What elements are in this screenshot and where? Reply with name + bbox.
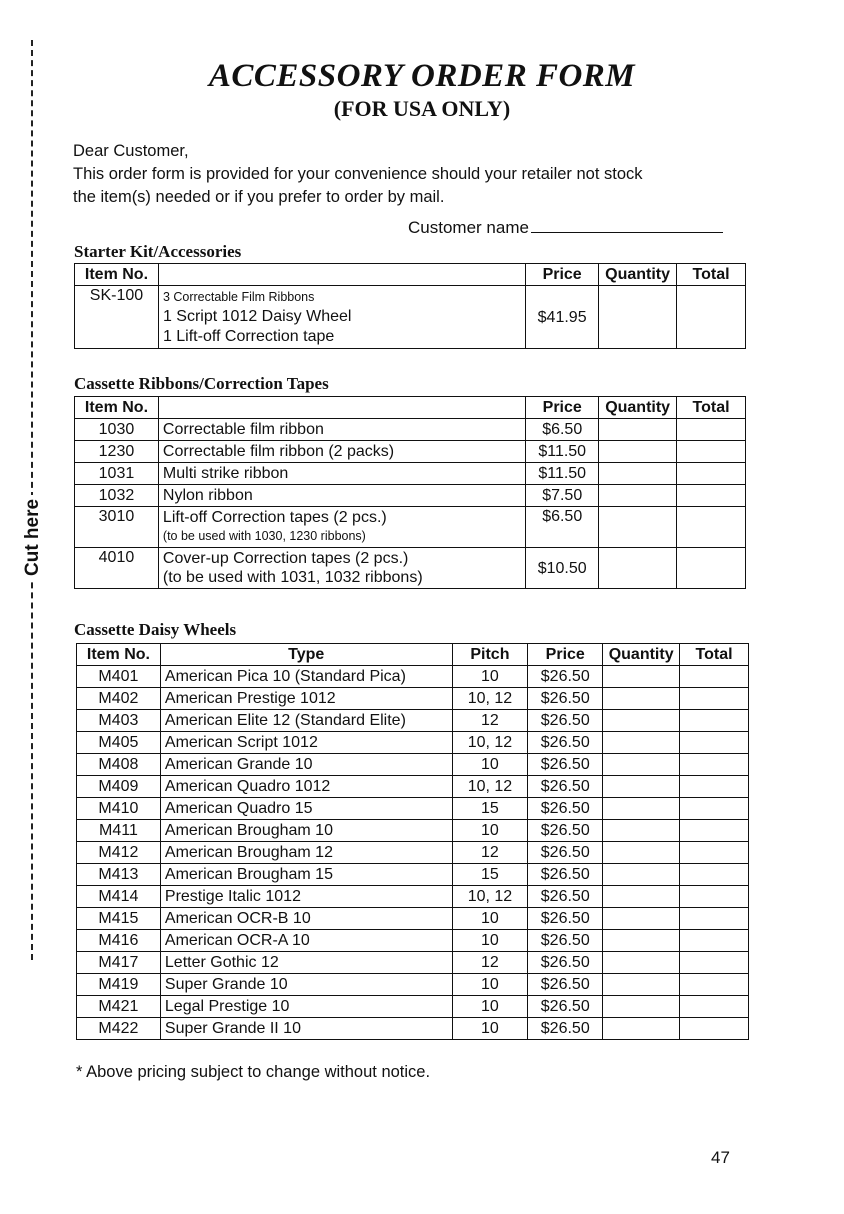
total-cell[interactable] [680, 864, 749, 886]
header-price: Price [528, 644, 603, 666]
item-price: $26.50 [528, 754, 603, 776]
quantity-cell[interactable] [603, 886, 680, 908]
starter-kit-table [74, 263, 746, 349]
quantity-cell[interactable] [599, 485, 677, 507]
table-row [75, 419, 746, 441]
table-header-row [77, 644, 749, 666]
table-row [77, 908, 749, 930]
quantity-cell[interactable] [603, 820, 680, 842]
table-header-row [75, 264, 746, 286]
item-number: M419 [77, 974, 161, 996]
total-cell[interactable] [680, 930, 749, 952]
item-price: $26.50 [528, 688, 603, 710]
wheel-type: American Elite 12 (Standard Elite) [160, 710, 452, 732]
table-row [77, 864, 749, 886]
item-number: M417 [77, 952, 161, 974]
item-number: M410 [77, 798, 161, 820]
total-cell[interactable] [680, 820, 749, 842]
item-price: $26.50 [528, 974, 603, 996]
table-row [77, 754, 749, 776]
total-cell[interactable] [680, 996, 749, 1018]
item-number: 1230 [75, 441, 159, 463]
header-price: Price [526, 397, 599, 419]
item-number: M409 [77, 776, 161, 798]
quantity-cell[interactable] [603, 974, 680, 996]
item-price: $26.50 [528, 732, 603, 754]
wheel-type: American OCR-B 10 [160, 908, 452, 930]
table-header-row [75, 397, 746, 419]
total-cell[interactable] [677, 507, 746, 548]
pitch: 12 [452, 842, 528, 864]
quantity-cell[interactable] [599, 463, 677, 485]
item-price: $26.50 [528, 798, 603, 820]
daisy-wheels-heading: Cassette Daisy Wheels [74, 620, 237, 639]
item-price: $11.50 [526, 463, 599, 485]
item-number: M401 [77, 666, 161, 688]
quantity-cell[interactable] [603, 930, 680, 952]
total-cell[interactable] [677, 463, 746, 485]
pitch: 10 [452, 930, 528, 952]
pitch: 15 [452, 864, 528, 886]
item-price: $26.50 [528, 930, 603, 952]
item-number: 3010 [75, 507, 159, 548]
table-row [75, 463, 746, 485]
item-price: $26.50 [528, 842, 603, 864]
total-cell[interactable] [680, 842, 749, 864]
pitch: 10 [452, 908, 528, 930]
header-price: Price [526, 264, 599, 286]
table-row [77, 776, 749, 798]
table-row [77, 688, 749, 710]
item-price: $26.50 [528, 666, 603, 688]
item-price: $26.50 [528, 952, 603, 974]
item-price: $7.50 [526, 485, 599, 507]
table-row [77, 1018, 749, 1040]
pitch: 10, 12 [452, 732, 528, 754]
header-description [158, 397, 525, 419]
item-price: $6.50 [526, 419, 599, 441]
table-row [77, 930, 749, 952]
intro-text [73, 140, 773, 209]
wheel-type: Super Grande 10 [160, 974, 452, 996]
wheel-type: American Quadro 15 [160, 798, 452, 820]
total-cell[interactable] [680, 1018, 749, 1040]
item-price: $26.50 [528, 1018, 603, 1040]
item-description: Nylon ribbon [158, 485, 525, 507]
page-number: 47 [711, 1148, 730, 1167]
header-item: Item No. [77, 644, 161, 666]
header-description [158, 264, 525, 286]
ribbons-heading: Cassette Ribbons/Correction Tapes [74, 374, 329, 393]
item-number: M408 [77, 754, 161, 776]
table-row [75, 485, 746, 507]
quantity-cell[interactable] [603, 754, 680, 776]
wheel-type: Legal Prestige 10 [160, 996, 452, 1018]
total-cell[interactable] [677, 286, 746, 349]
total-cell[interactable] [680, 908, 749, 930]
table-row [75, 441, 746, 463]
header-total: Total [680, 644, 749, 666]
header-item: Item No. [75, 397, 159, 419]
item-number: M412 [77, 842, 161, 864]
item-number: M422 [77, 1018, 161, 1040]
item-number: M421 [77, 996, 161, 1018]
quantity-cell[interactable] [599, 419, 677, 441]
table-row [77, 974, 749, 996]
page-title: ACCESSORY ORDER FORM [208, 58, 636, 94]
quantity-cell[interactable] [603, 952, 680, 974]
wheel-type: American Brougham 10 [160, 820, 452, 842]
pitch: 10, 12 [452, 886, 528, 908]
kit-line: 3 Correctable Film Ribbons [162, 290, 315, 304]
item-price: $26.50 [528, 776, 603, 798]
customer-name-label: Customer name [408, 218, 529, 237]
item-number: 1032 [75, 485, 159, 507]
header-item: Item No. [75, 264, 159, 286]
item-description [158, 286, 525, 349]
total-cell[interactable] [680, 732, 749, 754]
item-number: M405 [77, 732, 161, 754]
table-row [77, 842, 749, 864]
description-note: (to be used with 1030, 1230 ribbons) [162, 529, 366, 543]
item-number: M402 [77, 688, 161, 710]
kit-line: 1 Lift-off Correction tape [162, 328, 335, 345]
wheel-type: American Script 1012 [160, 732, 452, 754]
table-row [77, 952, 749, 974]
header-quantity: Quantity [599, 397, 677, 419]
header-total: Total [677, 264, 746, 286]
quantity-cell[interactable] [603, 842, 680, 864]
total-cell[interactable] [680, 666, 749, 688]
pitch: 10 [452, 996, 528, 1018]
wheel-type: American OCR-A 10 [160, 930, 452, 952]
total-cell[interactable] [677, 419, 746, 441]
total-cell[interactable] [677, 485, 746, 507]
starter-kit-heading: Starter Kit/Accessories [74, 242, 242, 261]
item-price: $41.95 [526, 286, 599, 349]
table-row [77, 732, 749, 754]
wheel-type: American Brougham 15 [160, 864, 452, 886]
quantity-cell[interactable] [603, 666, 680, 688]
item-price: $11.50 [526, 441, 599, 463]
total-cell[interactable] [680, 688, 749, 710]
item-description [158, 548, 525, 589]
item-price: $26.50 [528, 886, 603, 908]
table-row [77, 996, 749, 1018]
quantity-cell[interactable] [599, 507, 677, 548]
pitch: 12 [452, 710, 528, 732]
kit-line: 1 Script 1012 Daisy Wheel [162, 308, 352, 325]
total-cell[interactable] [680, 974, 749, 996]
table-row [77, 886, 749, 908]
pitch: 10 [452, 754, 528, 776]
quantity-cell[interactable] [603, 864, 680, 886]
item-number: M414 [77, 886, 161, 908]
quantity-cell[interactable] [603, 688, 680, 710]
wheel-type: Super Grande II 10 [160, 1018, 452, 1040]
item-number: M413 [77, 864, 161, 886]
footnote: * Above pricing subject to change without notice. [76, 1063, 431, 1081]
intro-line-2: the item(s) needed or if you prefer to order by mail. [73, 188, 445, 206]
total-cell[interactable] [677, 441, 746, 463]
item-price: $26.50 [528, 710, 603, 732]
pitch: 10 [452, 820, 528, 842]
table-row [75, 507, 746, 548]
total-cell[interactable] [680, 754, 749, 776]
item-price: $26.50 [528, 908, 603, 930]
header-quantity: Quantity [603, 644, 680, 666]
quantity-cell[interactable] [599, 286, 677, 349]
pitch: 10 [452, 974, 528, 996]
wheel-type: American Brougham 12 [160, 842, 452, 864]
pitch: 10 [452, 1018, 528, 1040]
item-number: 1030 [75, 419, 159, 441]
item-number: M403 [77, 710, 161, 732]
header-pitch: Pitch [452, 644, 528, 666]
item-price: $6.50 [526, 507, 599, 548]
pitch: 15 [452, 798, 528, 820]
wheel-type: American Pica 10 (Standard Pica) [160, 666, 452, 688]
wheel-type: Prestige Italic 1012 [160, 886, 452, 908]
total-cell[interactable] [677, 548, 746, 589]
cut-here-label: Cut here [22, 495, 44, 580]
description-main: Cover-up Correction tapes (2 pcs.) [162, 550, 409, 567]
item-number: M411 [77, 820, 161, 842]
quantity-cell[interactable] [603, 798, 680, 820]
customer-name-field[interactable] [408, 218, 723, 238]
item-number: SK-100 [75, 286, 159, 349]
total-cell[interactable] [680, 710, 749, 732]
quantity-cell[interactable] [603, 710, 680, 732]
total-cell[interactable] [680, 952, 749, 974]
item-description: Multi strike ribbon [158, 463, 525, 485]
pitch: 10 [452, 666, 528, 688]
description-main: Lift-off Correction tapes (2 pcs.) [162, 509, 387, 526]
wheel-type: American Grande 10 [160, 754, 452, 776]
quantity-cell[interactable] [603, 732, 680, 754]
total-cell[interactable] [680, 886, 749, 908]
table-row [77, 666, 749, 688]
wheel-type: American Prestige 1012 [160, 688, 452, 710]
wheel-type: Letter Gothic 12 [160, 952, 452, 974]
item-description: Correctable film ribbon [158, 419, 525, 441]
daisy-wheels-table [76, 643, 749, 1040]
page-subtitle: (FOR USA ONLY) [333, 96, 511, 121]
header-total: Total [677, 397, 746, 419]
item-price: $26.50 [528, 996, 603, 1018]
header-type: Type [160, 644, 452, 666]
item-description: Correctable film ribbon (2 packs) [158, 441, 525, 463]
quantity-cell[interactable] [603, 908, 680, 930]
table-row [75, 286, 746, 349]
table-row [77, 710, 749, 732]
quantity-cell[interactable] [599, 441, 677, 463]
intro-line-1: This order form is provided for your convenience should your retailer not stock [73, 165, 643, 183]
item-number: 1031 [75, 463, 159, 485]
item-price: $10.50 [526, 548, 599, 589]
wheel-type: American Quadro 1012 [160, 776, 452, 798]
item-number: M416 [77, 930, 161, 952]
pitch: 10, 12 [452, 688, 528, 710]
ribbons-table [74, 396, 746, 589]
total-cell[interactable] [680, 776, 749, 798]
item-number: M415 [77, 908, 161, 930]
quantity-cell[interactable] [603, 996, 680, 1018]
header-quantity: Quantity [599, 264, 677, 286]
table-row [77, 820, 749, 842]
greeting: Dear Customer, [73, 142, 189, 160]
pitch: 10, 12 [452, 776, 528, 798]
table-row [77, 798, 749, 820]
table-row [75, 548, 746, 589]
quantity-cell[interactable] [599, 548, 677, 589]
pitch: 12 [452, 952, 528, 974]
description-note: (to be used with 1031, 1032 ribbons) [162, 569, 423, 586]
item-price: $26.50 [528, 820, 603, 842]
item-number: 4010 [75, 548, 159, 589]
item-description [158, 507, 525, 548]
quantity-cell[interactable] [603, 1018, 680, 1040]
item-price: $26.50 [528, 864, 603, 886]
total-cell[interactable] [680, 798, 749, 820]
quantity-cell[interactable] [603, 776, 680, 798]
customer-name-line[interactable] [531, 218, 723, 233]
